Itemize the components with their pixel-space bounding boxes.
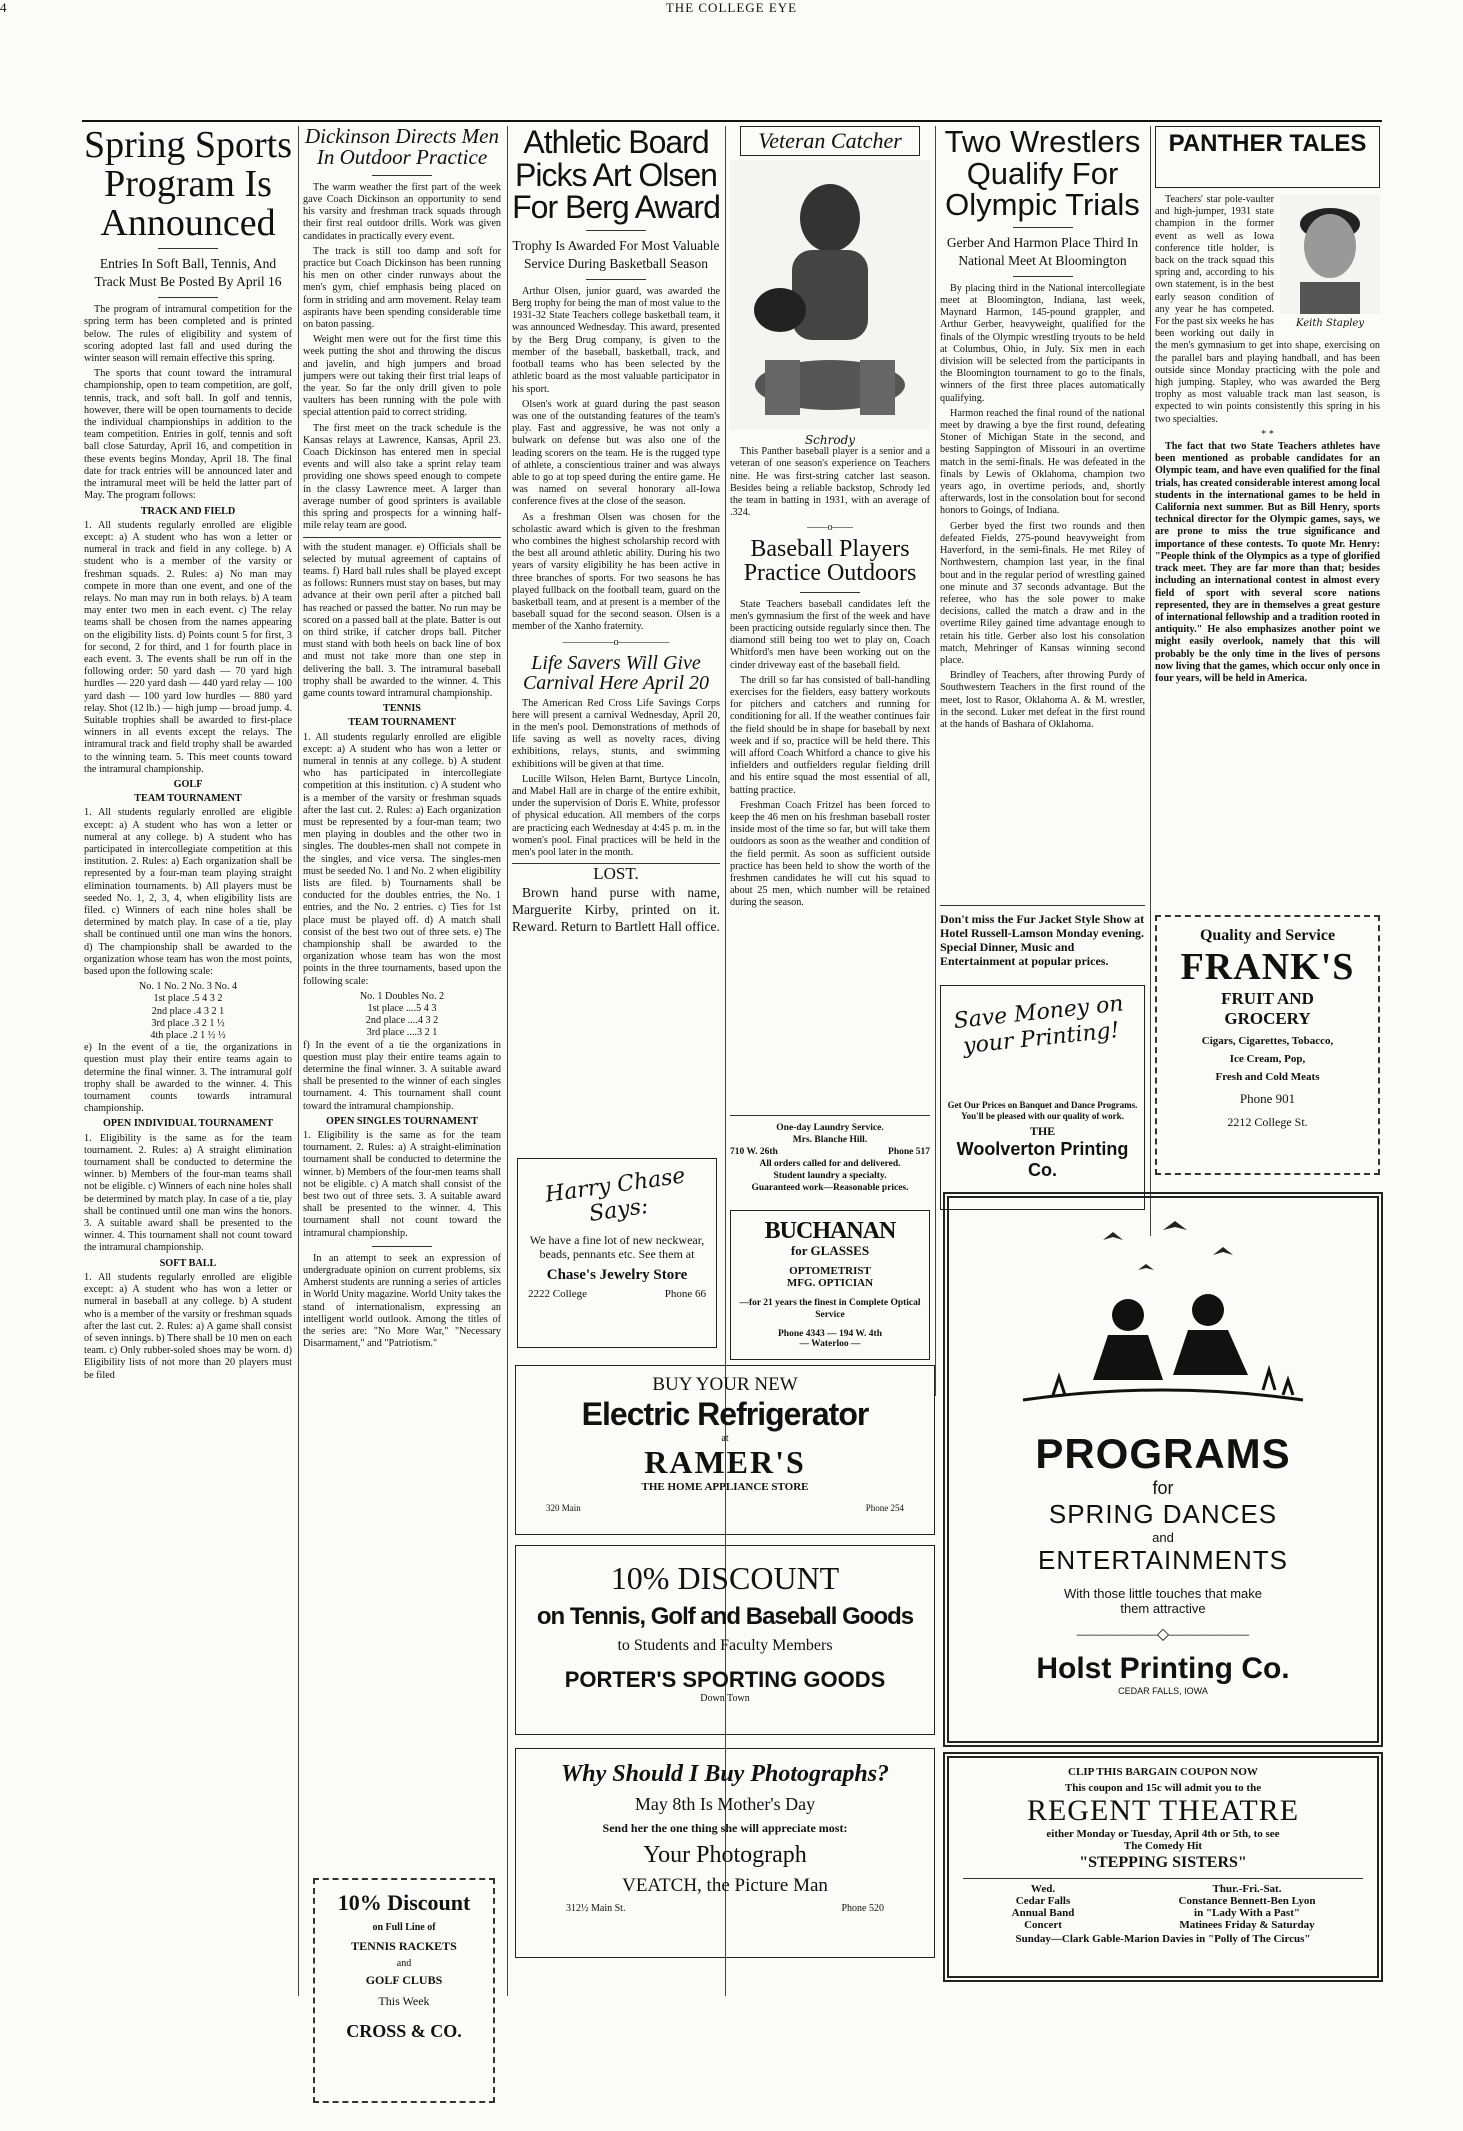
ad-title: 10% Discount xyxy=(337,1890,471,1915)
ad-line: MFG. OPTICIAN xyxy=(786,1277,874,1289)
ad-line: BUY YOUR NEW xyxy=(652,1374,798,1395)
table-row: 4th place .2 1 ½ ½ xyxy=(150,1030,226,1042)
program-line: Thur.-Fri.-Sat. xyxy=(1212,1883,1282,1895)
article-paragraph: The fact that two State Teachers athletes have been mentioned as probable candidates for an Olympic team, and have even qualified for the final trials, has created considerable interest among local students in the international games to be held in California next summer. But as Bill Henry, sports technical director for the Olympic games, says, we are prone to miss the true significance and importance of these contests. To quote Mr. Henry: "People think of the Olympics as a type of glorified track meet. They are far more than that; besides including an international contest in almost every field of sport with several score nations represented, they are in themselves a great gesture of international fellowship and a tradition rooted in antiquity." He also emphasizes another point we might easily overlook, namely that this will probably be the only time in the lives of persons now living that the games, which occur only once in four years, will be held in America. xyxy=(1155,441,1380,684)
article-paragraph: Brindley of Teachers, after throwing Purdy of Southwestern Teachers in the first round of the meet, lost to Rasor, Oklahoma A. & M. wrestler, in the second. Luker met defeat in the first round at the hands of Bashara of Oklahoma. xyxy=(940,670,1145,730)
page-header xyxy=(0,0,1300,22)
bird-icon xyxy=(1138,1264,1154,1270)
table-row: 2nd place .4 3 2 1 xyxy=(151,1005,225,1017)
ad-contact xyxy=(526,1903,924,1914)
program-line: Annual Band xyxy=(1011,1907,1075,1919)
ad-line: This Week xyxy=(378,1994,430,2008)
article-paragraph: Freshman Coach Fritzel has been forced to keep the 46 men on his freshman baseball roster inside most of the time so far, but will take them outdoors as soon as the weather and condition of the field permit. As soon as sufficient outside practice has been held to show the worth of the freshmen candidates he will cut his squad to about 25 men, which number will be retained during the season. xyxy=(730,799,930,909)
ad-logo: BUCHANAN xyxy=(764,1218,896,1244)
ad-line: Quality and Service xyxy=(1199,927,1336,944)
divider: * * xyxy=(1261,428,1274,440)
divider: —————o————— xyxy=(562,636,670,648)
ad-line: Mrs. Blanche Hill. xyxy=(792,1135,868,1145)
ramer-ad xyxy=(515,1365,935,1535)
ad-line: With those little touches that make them attractive xyxy=(1064,1586,1262,1616)
spring-sports-headline: Spring Sports Program Is Announced xyxy=(84,126,292,244)
ad-line: THE xyxy=(1029,1124,1056,1138)
ad-phone: Phone 517 xyxy=(888,1147,930,1157)
table-head: No. 1 No. 2 No. 3 No. 4 xyxy=(138,981,238,993)
ad-addr: 2212 College St. xyxy=(1227,1115,1308,1129)
ad-line: and xyxy=(1152,1530,1174,1545)
rules-text: f) In the event of a tie the organizations in question must play their entire teams again to determine the final winner. 3. A suitable award shall be presented to the winner of each singles tournament. 4. This tournament shall count toward the intramural championship. xyxy=(303,1039,501,1112)
ad-addr: 320 Main xyxy=(546,1503,581,1513)
ad-line: for xyxy=(1152,1478,1174,1498)
dancer-head xyxy=(1112,1299,1144,1331)
program-line: Cedar Falls xyxy=(1015,1895,1071,1907)
rules-text: 1. All students regularly enrolled are eligible except: a) A student who has won a letter or numeral in baseball at any college. b) A student who is a member of the varsity or freshman squads after the last cut. 2. Rules: a) A game shall consist of seven innings. b) There shall be 10 men on each team. c) Only rubber-soled shoes may be worn. d) Eligibility lists of not more than 20 players must be filed xyxy=(84,1271,292,1381)
ad-line: The Comedy Hit xyxy=(1123,1840,1203,1852)
rules-text: 1. Eligibility is the same as for the team tournament. 2. Rules: a) A straight-elimination tournament shall be conducted to determine the winner. b) Members of the four-men teams shall not be eligible. c) A match shall consist of the best two out of three sets. 3. A suitable award shall be presented to the winner. 4. This tournament shall not count toward the intramural championship. xyxy=(303,1130,501,1239)
ad-contact xyxy=(730,1146,930,1158)
program-line: Matinees Friday & Saturday xyxy=(1179,1919,1315,1931)
dancers-illustration xyxy=(963,1210,1363,1420)
divider xyxy=(800,592,860,593)
ad-line: Electric Refrigerator xyxy=(581,1396,869,1432)
ad-line: Cigars, Cigarettes, Tobacco, xyxy=(1201,1035,1334,1047)
ad-phone: Phone 901 xyxy=(1239,1091,1296,1106)
ad-line: Student laundry a specialty. xyxy=(773,1171,887,1181)
rules-text: 1. All students regularly enrolled are eligible except: a) A student who has won a letter or numeral in track and field in any college. b) A student who is a member of the varsity or freshman squads. 2. Rules: a) No man may compete in more than one event, and one of the relays. No man may run in both relays. b) A team may enter two men in each event. c) The relay teams shall be chosen from the names appearing on the eligibility lists. d) Points count 5 for first, 3 for second, 2 for third, and 1 for fourth place in each event. 3. The events shall be run off in the following order: 50 yard dash — 70 yard high hurdles — 220 yard dash — 440 yard relay — 100 yard dash — 100 yard low hurdles — 880 yard relay. Shot (12 lb.) — high jump — broad jump. 4. Suitable trophies shall be awarded to first-place winners in all events except the relays. The intramural track and field trophy shall be awarded to the winning team. 5. This meet counts toward the intramural championship. xyxy=(84,519,292,775)
dickinson-headline: Dickinson Directs Men In Outdoor Practice xyxy=(304,126,499,170)
catcher-mask xyxy=(800,184,860,252)
ad-line: May 8th Is Mother's Day xyxy=(634,1794,816,1814)
ad-line: on Full Line of xyxy=(372,1922,436,1933)
rules-text: 1. All students regularly enrolled are eligible except: a) A student who has won a letter or numeral in tennis at any college. b) A student who has participated in intercollegiate competition at this institution. c) A student who is a member of the varsity or freshman squads after the last cut. 2. Rules: a) Each organization must be represented by a four-man team; two men playing in doubles and the other two in singles. The doubles-men shall not compete in the singles, and vice versa. The singles-men must be seeded No. 1 and No. 2 when eligibility lists are filed. b) Tournaments shall be conducted for the doubles entries, the No. 1 entries, and the No. 2 entries. c) Ties for 1st place must be played off. d) A match shall consist of the best two out of three sets. e) The championship shall be awarded to the organization whose team has won the most points in the three tournaments, based upon the following scale: xyxy=(303,731,501,987)
photo-caption: Keith Stapley xyxy=(1296,318,1364,330)
divider xyxy=(158,248,218,249)
olsen-deck: Trophy Is Awarded For Most Valuable Service During Basketball Season xyxy=(512,237,720,271)
ad-contact xyxy=(528,1288,706,1300)
ad-line: to Students and Faculty Members xyxy=(617,1637,833,1654)
catcher-photo xyxy=(730,160,930,430)
ad-logo: for GLASSES xyxy=(790,1243,870,1258)
face xyxy=(1304,214,1356,278)
ad-name: Chase's Jewelry Store xyxy=(546,1267,688,1283)
table-row: 3rd place .3 2 1 ½ xyxy=(151,1017,225,1029)
porter-ad xyxy=(515,1545,935,1735)
ad-line: either Monday or Tuesday, April 4th or 5th, to see xyxy=(1046,1828,1280,1840)
divider xyxy=(586,230,646,231)
article-paragraph: Arthur Olsen, junior guard, was awarded the Berg trophy for being the man of most value to the 1931-32 State Teachers college basketball team, it was announced Wednesday. This award, presented by the Berg Drug company, is given to the member of the baseball, basketball, track, and football teams who has been selected by the athletic board as the most valuable participator in his sport. xyxy=(512,285,720,395)
divider: ——o—— xyxy=(807,522,853,534)
regent-ad xyxy=(943,1752,1383,1982)
article-paragraph: As a freshman Olsen was chosen for the scholastic award which is given to the freshman who combines the highest scholarship record with the best all around athletic ability. During his two years of varsity eligibility he has been active in three branches of sports. For two seasons he has played fullback on the football team, guard on the basketball team, and at present is a member of the baseball squad for the second season. Olsen is a member of the Xanho fraternity. xyxy=(512,511,720,633)
ad-script: Save Money on your Printing! xyxy=(952,991,1125,1060)
divider xyxy=(586,279,646,280)
program-line: Sunday—Clark Gable-Marion Davies in "Polly of The Circus" xyxy=(1015,1933,1311,1945)
column-3 xyxy=(512,126,720,1151)
article-paragraph: The warm weather the first part of the week gave Coach Dickinson an opportunity to send his varsity and freshman track squads through their first real outdoor drills. Work was given candidates in practically every event. xyxy=(303,181,501,242)
table-head: No. 1 Doubles No. 2 xyxy=(359,990,445,1002)
photo-title: Veteran Catcher xyxy=(740,126,920,156)
spring-sports-deck: Entries In Soft Ball, Tennis, And Track Must Be Posted By April 16 xyxy=(94,256,282,290)
bird-icon xyxy=(1213,1247,1233,1255)
header-rule xyxy=(82,120,1382,122)
ad-addr: 312½ Main St. xyxy=(566,1903,626,1914)
ad-line: Get Our Prices on Banquet and Dance Programs. You'll be pleased with our quality of work. xyxy=(947,1100,1138,1121)
ad-line: One-day Laundry Service. xyxy=(776,1123,884,1133)
ad-line: —for 21 years the finest in Complete Optical Service xyxy=(739,1298,921,1320)
ad-name: FRANK'S xyxy=(1180,946,1355,988)
article-paragraph: Lucille Wilson, Helen Barnt, Burtyce Lincoln, and Mabel Hall are in charge of the entire exhibit, under the supervision of Doris E. White, professor of physical education. All members of the corps are practicing each Wednesday at 4:45 p. m. in the women's pool. Final practices will be held in the men's pool later in the month. xyxy=(512,773,720,858)
bird-icon xyxy=(1103,1232,1123,1240)
article-paragraph: Harmon reached the final round of the national meet by drawing a bye the first round, defeating Stoner of Michigan State in the second, and besting Sappington of Missouri in an overtime match in the semi-finals. He was defeated in the finals by Lewis of Oklahoma, champion two years ago, in overtime periods, and, shortly afterwards, lost in the consolation bout for second honors to Goings, of Indiana. xyxy=(940,407,1145,517)
divider xyxy=(372,175,432,176)
ad-name: REGENT THEATRE xyxy=(1026,1794,1300,1827)
bird-icon xyxy=(1163,1221,1187,1230)
lost-text: Brown hand purse with name, Marguerite Kirby, printed on it. Reward. Return to Bartlett Hall office. xyxy=(512,885,720,935)
table-row: 1st place ....5 4 3 xyxy=(367,1003,437,1015)
ad-phone: Phone 254 xyxy=(865,1503,904,1513)
ad-line: and xyxy=(396,1958,412,1969)
wrestlers-headline: Two Wrestlers Qualify For Olympic Trials xyxy=(944,126,1141,223)
furjacket-ad: Don't miss the Fur Jacket Style Show at Hotel Russell-Lamson Monday evening. Special Dinner, Music and Entertainment at popular prices. xyxy=(940,905,1145,975)
article-paragraph: Weight men were out for the first time this week putting the shot and throwing the discus and javelin, and high jumpers and broad jumpers were out taking their first trial leaps of the year. So far the only drill given to pole vaulters has been running with the pole with special attention paid to correct striding. xyxy=(303,334,501,419)
stapley-photo xyxy=(1280,194,1380,314)
ad-name: VEATCH, the Picture Man xyxy=(622,1875,828,1896)
ad-line: Guaranteed work—Reasonable prices. xyxy=(751,1183,909,1193)
ad-text: We have a fine lot of new neckwear, beads, pennants etc. See them at xyxy=(529,1233,705,1261)
ad-line: FRUIT AND GROCERY xyxy=(1221,989,1314,1028)
section-head: GOLF xyxy=(173,778,203,790)
rules-text: e) In the event of a tie, the organizations in question must play their entire teams again to determine the final winner. 3. The intramural golf trophy shall be awarded to the winner. 4. This tournament counts towards intramural championship. xyxy=(84,1042,292,1115)
ad-line: — Waterloo — xyxy=(799,1339,861,1349)
article-paragraph: Olsen's work at guard during the past season was one of the outstanding features of the team's play. Fast and aggressive, he was not only a bulwark on defense but was also one of the leading scorers on the team. He is the rugged type of athlete, a conscientious trainer and was always able to go at top speed during the entire game. He was named on several honorary all-Iowa conference fives at the close of the season. xyxy=(512,398,720,508)
crossco-ad xyxy=(313,1878,495,2103)
ad-phone: Phone 66 xyxy=(664,1288,706,1300)
ad-line: All orders called for and delivered. xyxy=(759,1159,901,1169)
program-line: in "Lady With a Past" xyxy=(1194,1907,1300,1919)
olsen-headline: Athletic Board Picks Art Olsen For Berg Award xyxy=(512,126,720,226)
ad-contact xyxy=(526,1503,924,1513)
dancer-dress xyxy=(1173,1330,1248,1375)
baseball-headline: Baseball Players Practice Outdoors xyxy=(743,535,917,587)
article-paragraph: The American Red Cross Life Savings Corps here will present a carnival Wednesday, April 20, in the men's pool. Demonstrations of methods of life saving as well as novelty races, diving exhibitions, relays, stunts, and swimming exhibitions will be given at that time. xyxy=(512,697,720,770)
ad-line: PROGRAMS xyxy=(1035,1430,1291,1477)
ad-line: Your Photograph xyxy=(643,1842,807,1868)
paper-name: THE COLLEGE EYE xyxy=(665,0,798,15)
ad-line: Phone 4343 — 194 W. 4th xyxy=(778,1329,882,1339)
page-number: 4 xyxy=(0,0,7,15)
ad-loc: CEDAR FALLS, IOWA xyxy=(1118,1686,1208,1696)
rules-text: 1. Eligibility is the same as for the team tournament. 2. Rules: a) A straight elimination tournament shall be conducted to determine the winner. b) Members of the four-man teams shall not be eligible. c) Winners of each nine holes shall be determined by match play. In case of a tie, play shall be continued until one man wins the honors. 3. A suitable award shall be presented to the winner. 4. This tournament shall not count toward the intramural championship. xyxy=(84,1132,292,1254)
lifesavers-headline: Life Savers Will Give Carnival Here April 20 xyxy=(522,651,710,695)
ad-name: Holst Printing Co. xyxy=(1036,1652,1290,1685)
catcher-mitt xyxy=(754,288,806,332)
ad-tag: THE HOME APPLIANCE STORE xyxy=(641,1481,809,1493)
ad-line: Fresh and Cold Meats xyxy=(1215,1071,1320,1083)
ad-script: Harry Chase Says: xyxy=(543,1163,687,1227)
article-paragraph: The sports that count toward the intramural championship, open to team competition, are golf, tennis, track, and soft ball. In golf and tennis, however, there will be open tournaments to decide the individual championships in addition to the team competition. Entries in golf, tennis and soft ball close Saturday, April 16, and competition in these events begins Monday, April 18. The final date for track entries will be announced later and the intramural meet will be held the latter part of May. The program follows: xyxy=(84,368,292,502)
dancer-dress xyxy=(1093,1335,1163,1380)
shin-guard xyxy=(765,360,800,415)
section-head: TRACK AND FIELD xyxy=(140,505,236,517)
franks-ad xyxy=(1155,915,1380,1175)
program-right xyxy=(1131,1883,1363,1931)
laundry-ad xyxy=(730,1115,930,1200)
chest-protector xyxy=(792,250,868,340)
article-paragraph: State Teachers baseball candidates left the men's gymnasium the first of the week and have been practicing outside regularly since then. The diamond still being too wet to play on, Coach Whitford's men have been working out on the cinder driveway east of the baseball field. xyxy=(730,598,930,671)
shoulders xyxy=(1300,282,1360,314)
ad-name: CROSS & CO. xyxy=(346,2021,462,2041)
ad-line: ENTERTAINMENTS xyxy=(1038,1545,1288,1575)
photo-caption: Schrody xyxy=(804,433,856,447)
shin-guard xyxy=(860,360,895,415)
section-head: TENNIS xyxy=(383,703,421,715)
section-head: OPEN INDIVIDUAL TOURNAMENT xyxy=(102,1118,273,1130)
veatch-ad xyxy=(515,1748,935,1958)
column-2 xyxy=(303,126,501,1871)
rules-text: 1. All students regularly enrolled are eligible except: a) A student who has won a letter or numeral at any college. b) A student who has participated in intercollegiate competition at this institution. 2. Rules: a) Each organization shall be represented by a four-man team playing straight elimination tournaments. b) All players must be seeded No. 1, 2, 3, 4, when eligibility lists are filed. c) Winners of each nine holes shall be determined by match play. In case of a tie, play shall be continued until one man wins the honors. d) The championship shall be awarded to the organization whose team has won the most points, based upon the following scale: xyxy=(84,807,292,978)
column-rule xyxy=(1150,126,1151,1236)
section-head: TEAM TOURNAMENT xyxy=(134,793,242,805)
article-paragraph: The first meet on the track schedule is the Kansas relays at Lawrence, Kansas, April 23. Coach Dickinson has entered men in special events and will also take a sprint relay team providing one shows speed enough to compete in the classy Lawrence meet. A larger than average number of good sprinters is available this spring and prospects for a winning half-mile relay team are good. xyxy=(303,422,501,532)
ad-line: TENNIS RACKETS xyxy=(351,1939,457,1953)
table-row: 1st place .5 4 3 2 xyxy=(153,993,223,1005)
divider xyxy=(372,1246,432,1247)
article-paragraph: The program of intramural competition for the spring term has been completed and is printed below. The rules of eligibility and system of scoring adopted last fall and used during the winter season will remain effective this spring. xyxy=(84,304,292,365)
caption-text: This Panther baseball player is a senior and a veteran of one season's experience on Teachers nine. He was first-string catcher last season. Besides being a reliable backstop, Schrody led the team in batting in 1931, with an average of .324. xyxy=(730,446,930,519)
column-rule xyxy=(935,126,936,1396)
column-rule xyxy=(298,126,299,1996)
divider xyxy=(158,297,218,298)
panther-tales-head: PANTHER TALES xyxy=(1155,126,1380,188)
ornament: —————◇————— xyxy=(1076,1626,1250,1643)
ad-line: 10% DISCOUNT xyxy=(610,1560,840,1596)
ad-line: OPTOMETRIST xyxy=(789,1265,871,1277)
ad-name: RAMER'S xyxy=(644,1444,806,1480)
ad-line: CLIP THIS BARGAIN COUPON NOW xyxy=(1068,1766,1258,1778)
ad-addr: 710 W. 26th xyxy=(730,1147,778,1157)
ad-title: "STEPPING SISTERS" xyxy=(1079,1854,1247,1871)
ad-name: Woolverton Printing Co. xyxy=(956,1139,1129,1180)
buchanan-ad xyxy=(730,1210,930,1360)
program-line: Concert xyxy=(1024,1919,1062,1931)
dancer-head xyxy=(1192,1294,1224,1326)
lost-head: LOST. xyxy=(593,864,639,884)
wrestlers-deck: Gerber And Harmon Place Third In National Meet At Bloomington xyxy=(946,234,1139,268)
article-paragraph: In an attempt to seek an expression of undergraduate opinion on current problems, six Amherst students are running a series of articles in World Unity magazine. World Unity takes the stand of internationalism, expressing an intelligent world outlook. Among the titles of the series are: "No More War," "Necessary Disarmament," and "Patriotism." xyxy=(303,1252,501,1350)
ad-line: Ice Cream, Pop, xyxy=(1229,1053,1306,1065)
ad-addr: 2222 College xyxy=(528,1288,587,1300)
section-head: TEAM TOURNAMENT xyxy=(348,717,456,729)
program-left xyxy=(963,1883,1123,1931)
table-row: 2nd place ....4 3 2 xyxy=(365,1015,439,1027)
regent-program xyxy=(963,1878,1363,1931)
ad-line: GOLF CLUBS xyxy=(365,1973,443,1987)
program-line: Constance Bennett-Ben Lyon xyxy=(1178,1895,1316,1907)
holst-ad xyxy=(943,1192,1383,1747)
program-line: Wed. xyxy=(1030,1883,1056,1895)
ad-line: Down Town xyxy=(700,1693,750,1704)
article-paragraph: Teachers' star pole-vaulter and high-jumper, 1931 state champion in the former event as well as Iowa conference title holder, is back on the track squad this spring and, according to his own statement, is in the best early season condition of any year he has competed. For the past six weeks he has been working out daily in the men's gymnasium to get into shape, exercising on the parallel bars and playing handball, and has been outside since Monday practicing with the pole and high jumping. Stapley, who was awarded the Berg trophy as most valuable track man last season, is expected to win points consistently this spring in his two specialties. xyxy=(1155,194,1380,425)
article-paragraph: By placing third in the National intercollegiate meet at Bloomington, Indiana, last week, Maynard Harmon, 145-pound grappler, and Arthur Gerber, heavyweight, qualified for the finals of the Olympic wrestling tryouts to be held at Columbus, Ohio, in July. Six men in each division will be selected from the participants in the Bloomington tournament to go to the finals, winners of the first three places automatically qualifying. xyxy=(940,282,1145,404)
divider xyxy=(1013,227,1073,228)
ad-line: at xyxy=(721,1433,729,1444)
chase-ad xyxy=(517,1158,717,1348)
article-paragraph: The drill so far has consisted of ball-handling exercises for the fielders, easy battery workouts for pitchers and catchers and running for conditioning for all. If the weather continues fair the field should be in shape for baseball by next week and if so, practice will be held there. This will afford Coach Whitford a chance to give his infielders and outfielders regular fielding drill and his entire squad the most essential of all, batting practice. xyxy=(730,674,930,796)
column-1 xyxy=(84,126,292,2121)
ad-line: This coupon and 15c will admit you to the xyxy=(1064,1782,1262,1794)
stapley-photo-wrap xyxy=(1280,194,1380,334)
rules-text: with the student manager. e) Officials shall be selected by mutual agreement of captains of teams. f) Hard ball rules shall be played except as follows: Runners must stay on bases, but may advance at their own peril after a pitched ball has reached or passed the batter. No run may be scored on a passed ball at the plate. Batter is out on third strike, if catcher drops ball. Pitcher must stand with both heels on back line of box and must not take more than one step in delivering the ball. 3. The intramural baseball trophy shall be awarded to the winner. 4. This game counts toward intramural championship. xyxy=(303,541,501,699)
ad-line: Send her the one thing she will appreciate most: xyxy=(602,1821,848,1835)
ad-phone: Phone 520 xyxy=(841,1903,884,1914)
column-5 xyxy=(940,126,1145,901)
column-4 xyxy=(730,126,930,1111)
woolverton-ad xyxy=(940,985,1145,1210)
column-rule xyxy=(507,126,508,1996)
ad-name: PORTER'S SPORTING GOODS xyxy=(564,1667,886,1692)
section-head: OPEN SINGLES TOURNAMENT xyxy=(326,1115,478,1127)
ad-line: SPRING DANCES xyxy=(1048,1499,1278,1529)
divider xyxy=(303,537,501,538)
section-head: SOFT BALL xyxy=(159,1257,217,1269)
article-paragraph: Gerber byed the first two rounds and then defeated Fields, 275-pound heavyweight from Haverford, in the semi-finals. He met Riley of Northwestern, champion last year, in the final bout and in the regular period of wrestling gained one minute and 37 seconds advantage. But the referee, who has the sole power to make decisions, called the match a draw and in the overtime Riley gained time advantage enough to retain his title. Gerber also lost his consolation match, Mehringer of Kansas winning second place. xyxy=(940,520,1145,666)
ad-line: Why Should I Buy Photographs? xyxy=(560,1761,890,1787)
table-row: 3rd place ....3 2 1 xyxy=(366,1027,438,1039)
divider xyxy=(1013,276,1073,277)
column-6 xyxy=(1155,126,1380,911)
ad-line: on Tennis, Golf and Baseball Goods xyxy=(536,1603,914,1630)
article-paragraph: The track is still too damp and soft for practice but Coach Dickinson has been running his men on other cinder runways about the men's gym, chief emphasis being placed on form in striding and arm movement. Relay team aspirants have been spending considerable time on baton passing. xyxy=(303,245,501,331)
